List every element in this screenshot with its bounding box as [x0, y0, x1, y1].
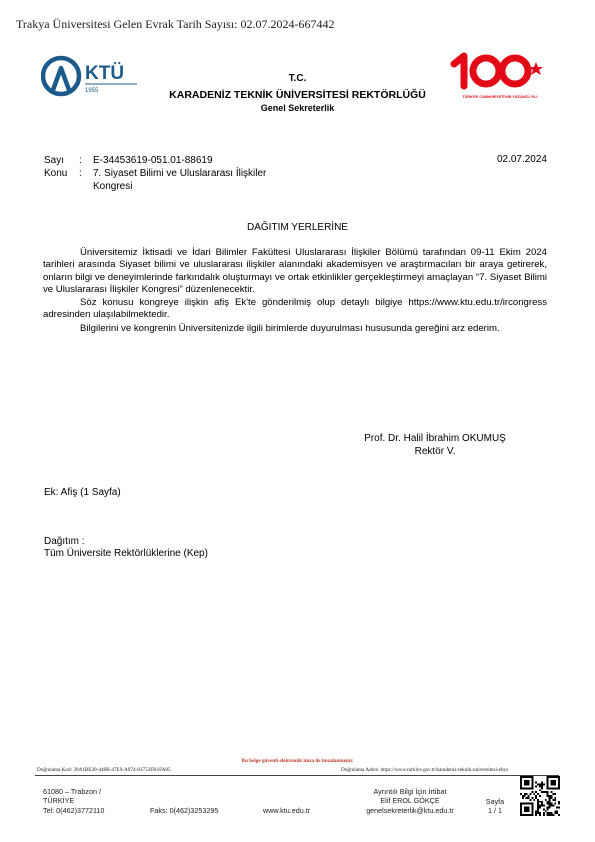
qr-code-graphic	[520, 776, 560, 816]
konu-label: Konu	[44, 168, 68, 179]
footer-contact-label: Ayrıntılı Bilgi İçin İrtibat	[373, 787, 447, 796]
footer-page-value: 1 / 1	[488, 806, 502, 815]
footer-fax: Faks: 0(462)3253295	[150, 806, 219, 815]
konu-value-line2: Kongresi	[93, 181, 133, 192]
centenary-caption: TÜRKİYE CUMHURİYETİ'NİN YÜZÜNCÜ YILI	[462, 95, 538, 99]
ktu-logo-year: 1955	[85, 88, 99, 94]
footer-web[interactable]: www.ktu.edu.tr	[263, 806, 311, 815]
distribution-value: Tüm Üniversite Rektörlüklerine (Kep)	[44, 548, 208, 559]
footer-address-line2: TÜRKİYE	[43, 796, 75, 805]
body-paragraph-2: Söz konusu kongreye ilişkin afiş Ek'te gönderilmiş olup detaylı bilgiye https://www.ktu.edu.tr/ircongress adresinden ulaşılabilmektedir.	[43, 297, 547, 321]
distribution-label: Dağıtım :	[44, 536, 85, 547]
footer-divider	[35, 775, 559, 776]
sayi-colon: :	[79, 155, 82, 166]
verification-address[interactable]: Doğrulama Adres: https://www.turkiye.gov.tr/karadeniz-teknik-universitesi-ebys	[341, 767, 509, 773]
signer-title: Rektör V.	[414, 446, 456, 457]
sayi-value: E-34453619-051.01-88619	[93, 155, 213, 166]
footer-address-line1: 61080 – Trabzon /	[43, 787, 101, 796]
footer-tel: Tel: 0(462)3772110	[43, 806, 105, 815]
verification-code: Doğrulama Kod: 39A1BE20-440B-47E9-A974-83753FB1FA85	[37, 767, 171, 773]
qr-code-icon	[520, 776, 560, 816]
header-unit: Genel Sekreterlik	[260, 103, 335, 113]
incoming-document-stamp: Trakya Üniversitesi Gelen Evrak Tarih Sayısı: 02.07.2024-667442	[16, 17, 335, 31]
ktu-logo-text: KTÜ	[85, 63, 125, 84]
konu-value-line1: 7. Siyaset Bilimi ve Uluslararası İlişkiler	[93, 168, 267, 179]
annex-line: Ek: Afiş (1 Sayfa)	[44, 487, 121, 498]
konu-colon: :	[79, 168, 82, 179]
body-paragraph-3: Bilgilerini ve kongrenin Üniversitenizde ilgili birimlerde duyurulması hususunda gereğini arz ederim.	[80, 322, 500, 334]
document-date: 02.07.2024	[496, 154, 547, 165]
secure-signature-notice: Bu belge güvenli elektronik imza ile imzalanmıştır.	[241, 758, 354, 764]
signer-name: Prof. Dr. Halil İbrahim OKUMUŞ	[364, 433, 506, 444]
footer-contact-name: Elif EROL GÖKÇE	[380, 796, 440, 805]
body-paragraph-1: Üniversitemiz İktisadi ve İdari Bilimler Fakültesi Uluslararası İlişkiler Bölümü tarafından 09-11 Ekim 2024 tarihleri arasında Siyaset bilimi ve uluslararası ilişkiler alanındaki akademisyen ve araştırmacıları bir araya getirerek, onların bilgi ve deneyimlerinde farkındalık oluşturmayı ve ortak etkinlikler gerçekleştirmeyi amaçlayan “7. Siyaset Bilimi ve Uluslararası İlişkiler Kongresi” düzenlenecektir.	[43, 247, 547, 295]
header-university: KARADENİZ TEKNİK ÜNİVERSİTESİ REKTÖRLÜĞÜ	[169, 89, 426, 101]
footer-page-label: Sayfa	[485, 797, 505, 806]
footer-email[interactable]: genelsekreterlik@ktu.edu.tr	[366, 806, 454, 815]
sayi-label: Sayı	[44, 155, 65, 166]
letter-body	[43, 247, 547, 335]
header-tc: T.C.	[288, 73, 307, 84]
distribution-heading: DAĞITIM YERLERİNE	[247, 222, 348, 233]
